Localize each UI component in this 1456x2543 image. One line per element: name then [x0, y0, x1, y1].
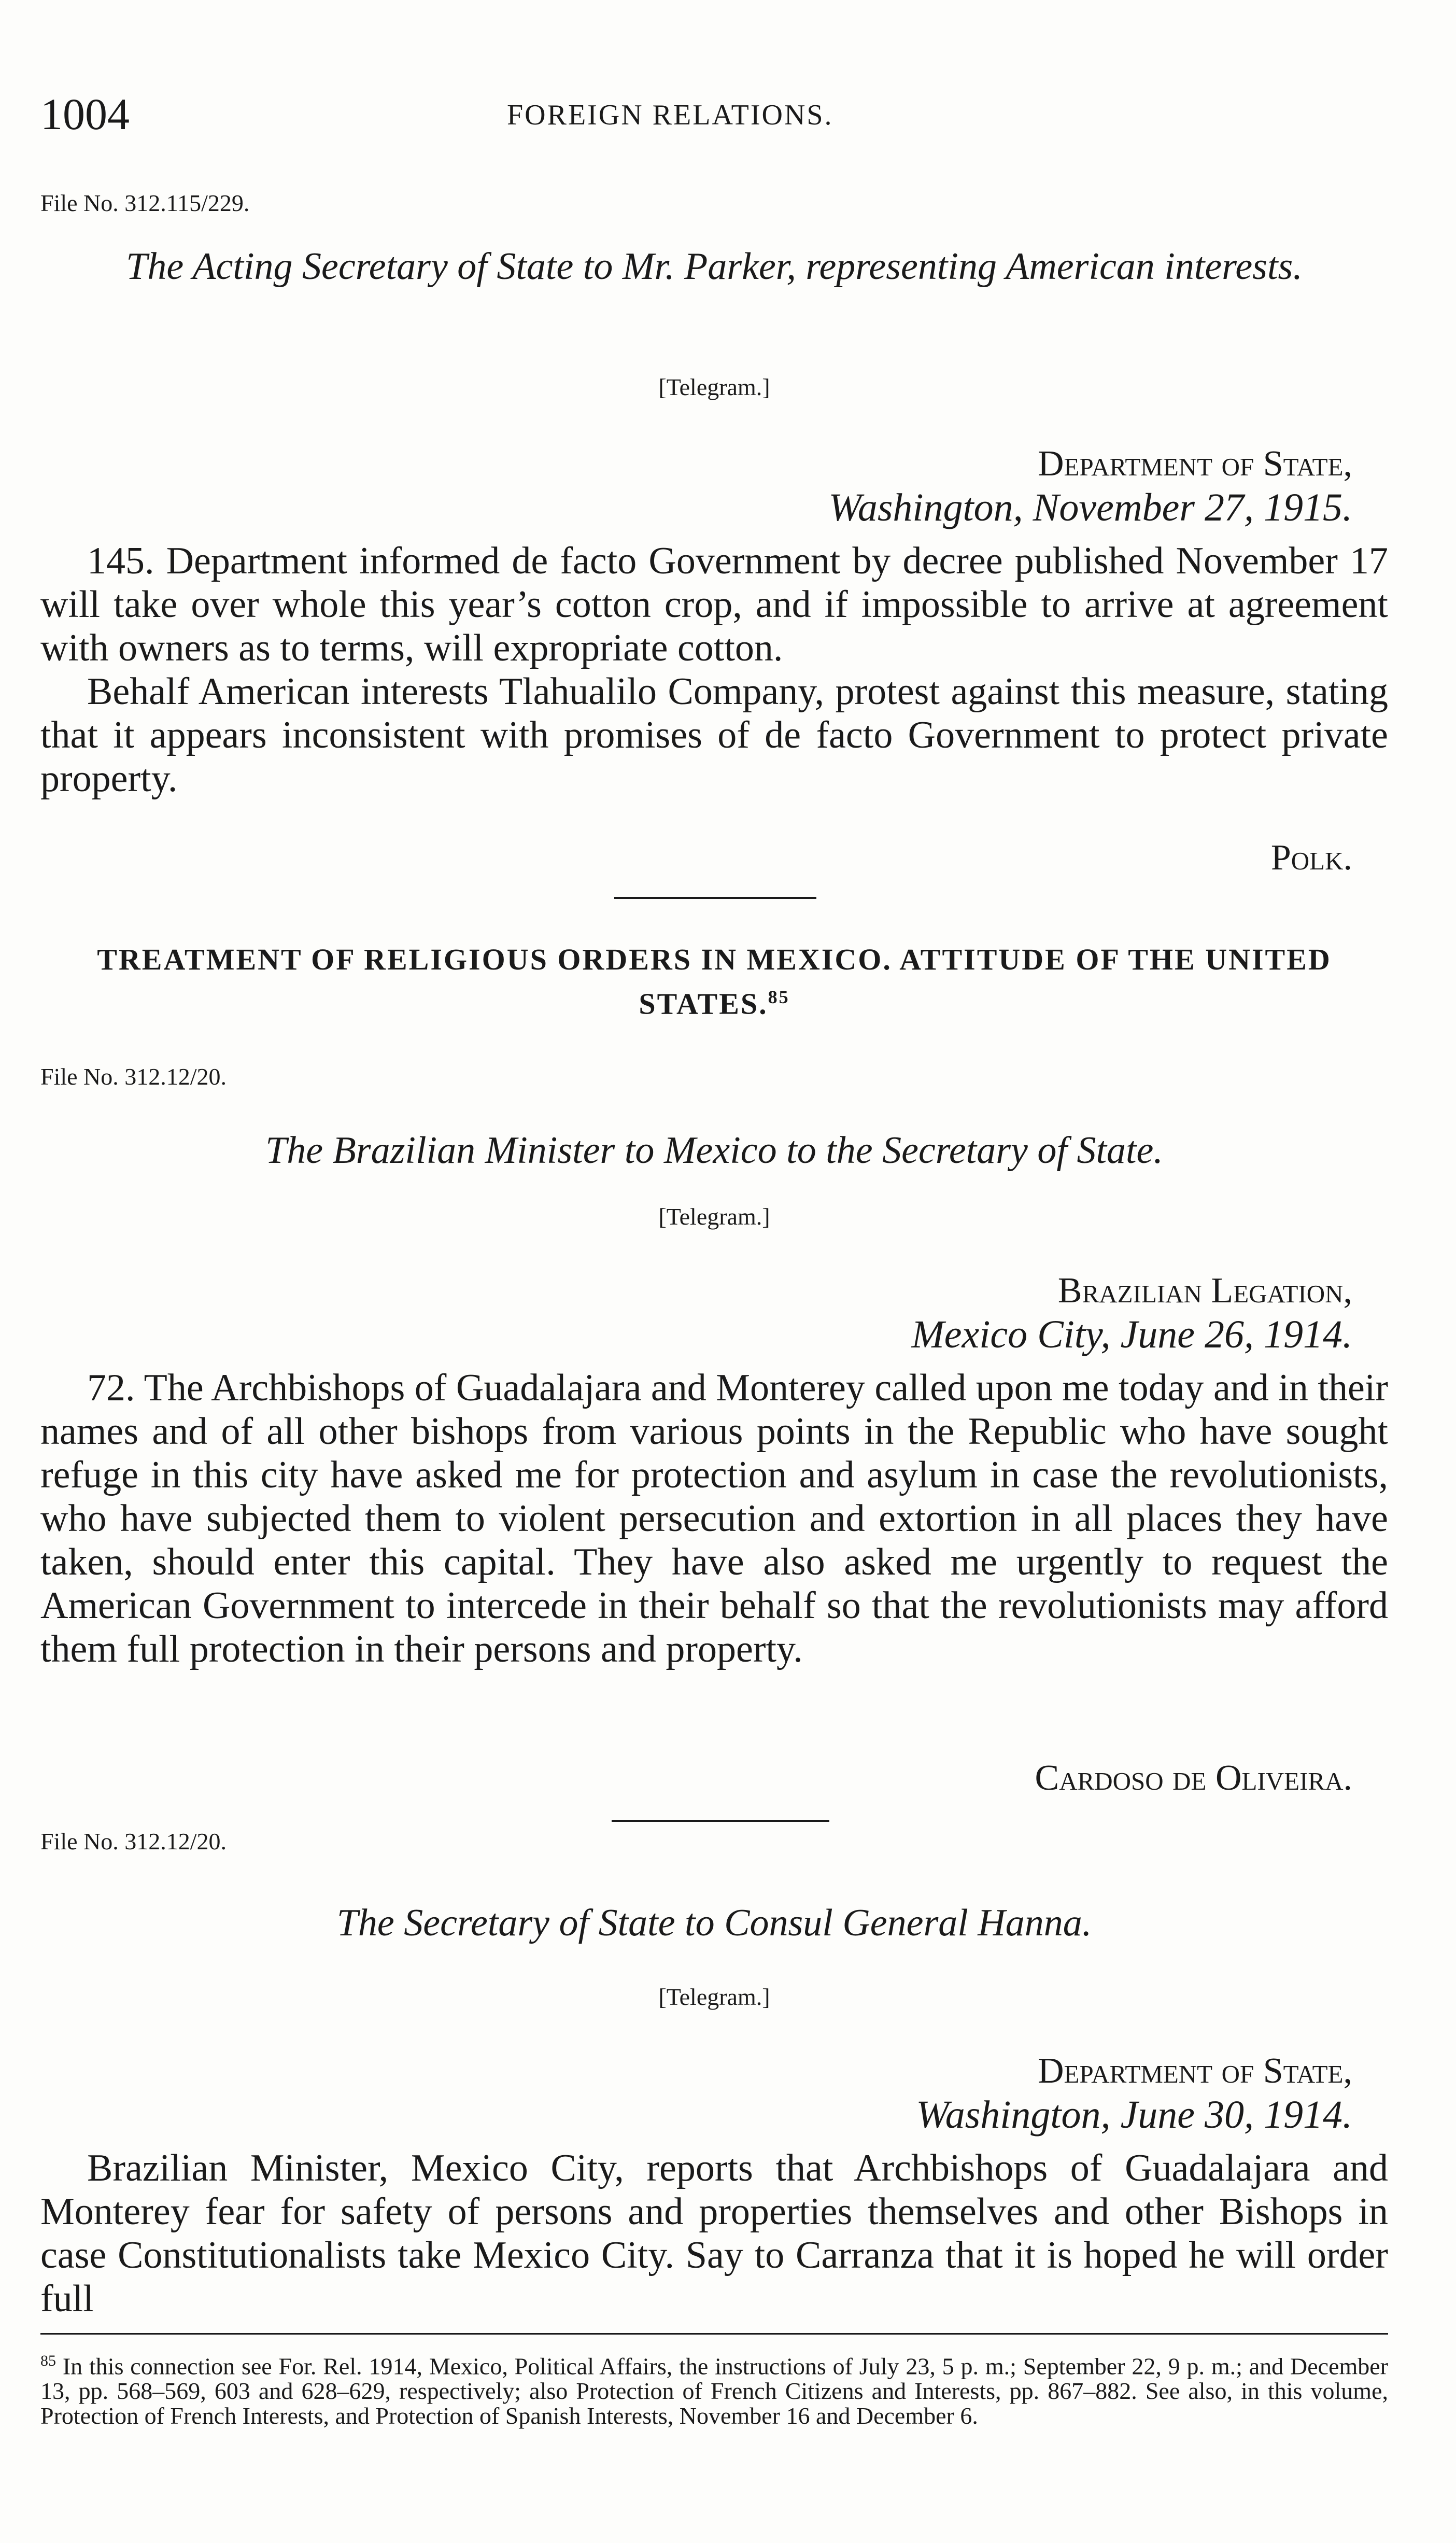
file-number: File No. 312.115/229.	[40, 190, 250, 216]
sender-office: Department of State,	[1037, 2051, 1352, 2091]
telegram-label: [Telegram.]	[658, 374, 770, 400]
paragraph: 72. The Archbishops of Guadalajara and Monterey called upon me today and in their names and of all other bishops from various points in the Republic who have sought refuge in this city have asked me for protection and asylum in case the revolutionists, who have subjected them to violent persecution and extortion in all places they have taken, should enter this capital. They have also asked me urgently to request the American Government to intercede in their behalf so that the revolutionists may afford them full protection in their persons and property.	[40, 1367, 1388, 1670]
document-body	[40, 2146, 1388, 2321]
footnote	[40, 2349, 1388, 2428]
document-body	[40, 539, 1388, 800]
paragraph: Behalf American interests Tlahualilo Company, protest against this measure, stating that it appears inconsistent with promises of de facto Government to protect private property.	[40, 670, 1388, 800]
place-date: Washington, November 27, 1915.	[828, 486, 1352, 529]
telegram-label: [Telegram.]	[658, 1984, 770, 2010]
telegram-label: [Telegram.]	[658, 1203, 770, 1230]
page-number: 1004	[40, 89, 130, 139]
footnote-marker: 85	[40, 2352, 56, 2369]
document-title: The Secretary of State to Consul General Hanna.	[336, 1902, 1092, 1944]
paragraph: 145. Department informed de facto Government by decree published November 17 will take over whole this year’s cotton crop, and if impossible to arrive at agreement with owners as to terms, will expropriate cotton.	[40, 540, 1388, 669]
signature: Cardoso de Oliveira.	[1035, 1758, 1352, 1798]
footnote-text: In this connection see For. Rel. 1914, Mexico, Political Affairs, the instructions of July 23, 5 p. m.; September 22, 9 p. m.; and December 13, pp. 568–569, 603 and 628–629, respectively; also Protection of French Citizens and Interests, pp. 867–882. See also, in this volume, Protection of French Interests, and Protection of Spanish Interests, November 16 and December 6.	[40, 2353, 1388, 2429]
file-number: File No. 312.12/20.	[40, 1828, 227, 1854]
place-date: Washington, June 30, 1914.	[916, 2093, 1352, 2137]
paragraph: Brazilian Minister, Mexico City, reports that Archbishops of Guadalajara and Monterey fear for safety of persons and properties themselves and other Bishops in case Constitutionalists take Mexico City. Say to Carranza that it is hoped he will order full	[40, 2147, 1388, 2320]
sender-office: Department of State,	[1037, 444, 1352, 484]
document-body	[40, 1366, 1388, 1671]
footnote-ref: 85	[768, 987, 790, 1007]
document-title: The Acting Secretary of State to Mr. Parker, representing American interests.	[126, 245, 1303, 288]
running-title: FOREIGN RELATIONS.	[507, 99, 833, 131]
separator-rule	[614, 897, 816, 899]
separator-rule	[612, 1820, 829, 1822]
document-title: The Brazilian Minister to Mexico to the Secretary of State.	[265, 1129, 1163, 1172]
section-heading	[40, 941, 1388, 1022]
sender-office: Brazilian Legation,	[1057, 1271, 1352, 1311]
section-title: TREATMENT OF RELIGIOUS ORDERS IN MEXICO. ATTITUDE OF THE UNITED STATES.	[97, 943, 1332, 1021]
place-date: Mexico City, June 26, 1914.	[911, 1313, 1352, 1356]
footnote-rule	[40, 2333, 1388, 2335]
signature: Polk.	[1270, 838, 1352, 878]
file-number: File No. 312.12/20.	[40, 1063, 227, 1090]
page-header	[40, 88, 1388, 145]
